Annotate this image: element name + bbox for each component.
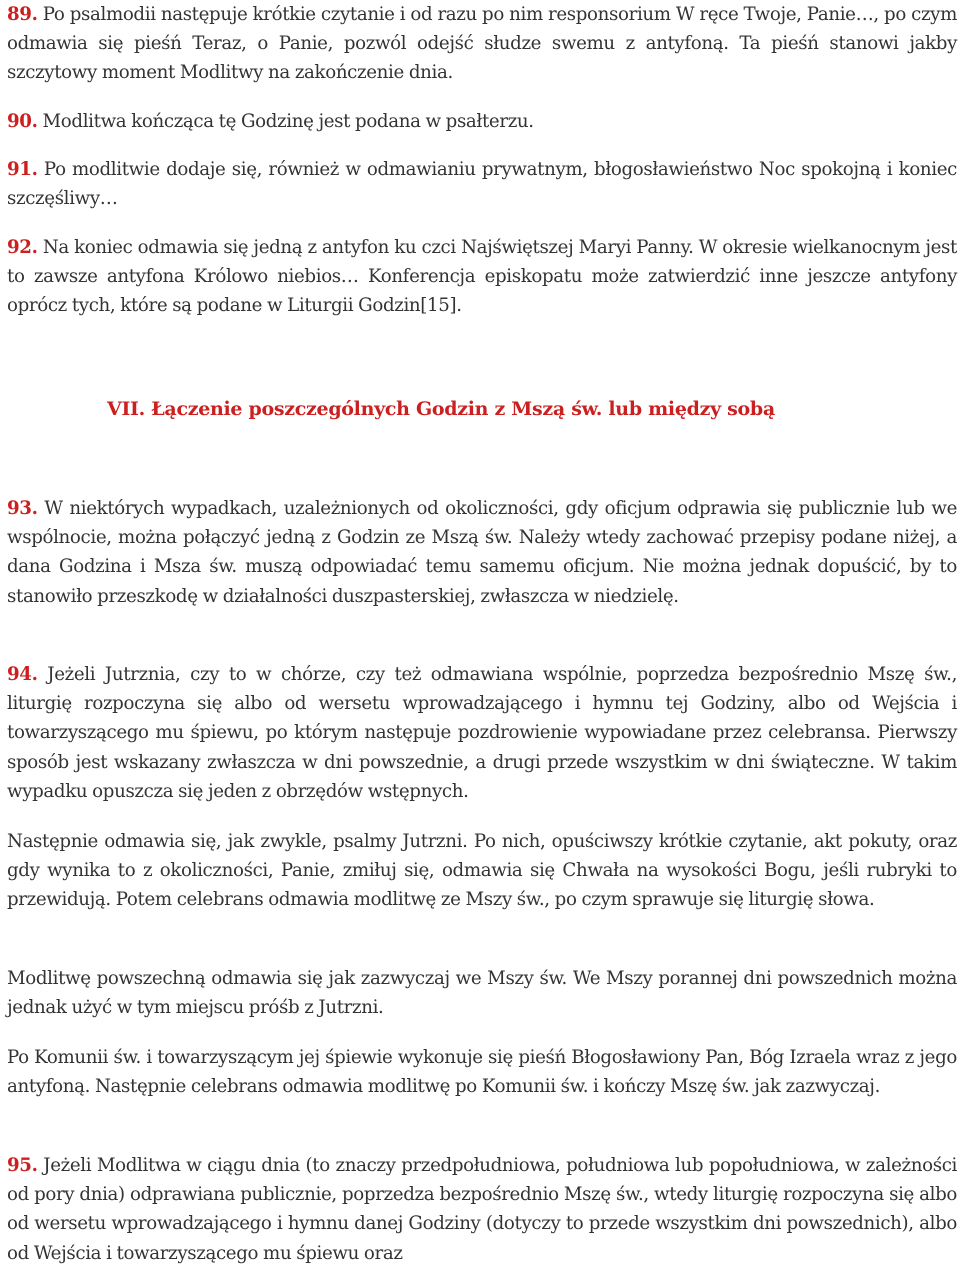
paragraph-number: 91. <box>7 159 38 180</box>
paragraph-number: 89. <box>7 4 38 25</box>
paragraph-text: Na koniec odmawia się jedną z antyfon ku czci Najświętszej Maryi Panny. W okresie wielkanocnym jest to zawsze antyfona Królowo niebios… Konferencja episkopatu może zatwierdzić inne jeszcze antyfony oprócz tych, które są podane w Liturgii Godzin[15]. <box>7 237 957 317</box>
paragraph-text: Po Komunii św. i towarzyszącym jej śpiewie wykonuje się pieśń Błogosławiony Pan, Bóg Izraela wraz z jego antyfoną. Następnie celebrans odmawia modlitwę po Komunii św. i kończy Mszę św. jak zazwyczaj. <box>7 1047 957 1098</box>
paragraph-90 <box>7 107 957 136</box>
paragraph-94-continued-1 <box>7 827 957 915</box>
paragraph-text: Po psalmodii następuje krótkie czytanie i od razu po nim responsorium W ręce Twoje, Panie…, po czym odmawia się pieśń Teraz, o Panie, pozwól odejść słudze swemu z antyfoną. Ta pieśń stanowi jakby szczytowy moment Modlitwy na zakończenie dnia. <box>7 4 957 84</box>
paragraph-89 <box>7 0 957 88</box>
paragraph-text: W niektórych wypadkach, uzależnionych od okoliczności, gdy oficjum odprawia się publicznie lub we wspólnocie, można połączyć jedną z Godzin ze Mszą św. Należy wtedy zachować przepisy podane niżej, a dana Godzina i Msza św. muszą odpowiadać temu samemu oficjum. Nie można jednak dopuścić, by to stanowiło przeszkodę w działalności duszpasterskiej, zwłaszcza w niedzielę. <box>7 498 957 607</box>
paragraph-text: Modlitwa kończąca tę Godzinę jest podana w psałterzu. <box>42 111 534 132</box>
paragraph-92 <box>7 233 957 321</box>
paragraph-number: 90. <box>7 111 38 132</box>
paragraph-94 <box>7 660 957 806</box>
paragraph-number: 93. <box>7 498 38 519</box>
paragraph-text: Następnie odmawia się, jak zwykle, psalmy Jutrzni. Po nich, opuściwszy krótkie czytanie, akt pokuty, oraz gdy wynika to z okoliczności, Panie, zmiłuj się, odmawia się Chwała na wysokości Bogu, jeśli rubryki to przewidują. Potem celebrans odmawia modlitwę ze Mszy św., po czym sprawuje się liturgię słowa. <box>7 831 957 911</box>
paragraph-text: Po modlitwie dodaje się, również w odmawianiu prywatnym, błogosławieństwo Noc spokojną i koniec szczęśliwy… <box>7 159 958 210</box>
paragraph-95 <box>7 1151 957 1268</box>
paragraph-text: Modlitwę powszechną odmawia się jak zazwyczaj we Mszy św. We Mszy porannej dni powszednich można jednak użyć w tym miejscu próśb z Jutrzni. <box>7 968 957 1019</box>
paragraph-number: 92. <box>7 237 38 258</box>
paragraph-number: 95. <box>7 1155 38 1176</box>
paragraph-94-continued-2 <box>7 964 957 1022</box>
paragraph-93 <box>7 494 957 611</box>
paragraph-text: Jeżeli Modlitwa w ciągu dnia (to znaczy przedpołudniowa, południowa lub popołudniowa, w zależności od pory dnia) odprawiana publicznie, poprzedza bezpośrednio Mszę św., wtedy liturgię rozpoczyna się albo od wersetu wprowadzającego i hymnu danej Godziny (dotyczy to przede wszystkim dni powszednich), albo od Wejścia i towarzyszącego mu śpiewu oraz <box>7 1155 957 1264</box>
paragraph-91 <box>7 155 957 213</box>
paragraph-text: Jeżeli Jutrznia, czy to w chórze, czy też odmawiana wspólnie, poprzedza bezpośrednio Mszę św., liturgię rozpoczyna się albo od wersetu wprowadzającego i hymnu tej Godziny, albo od Wejścia i towarzyszącego mu śpiewu, po którym następuje pozdrowienie wypowiadane przez celebransa. Pierwszy sposób jest wskazany zwłaszcza w dni powszednie, a drugi przede wszystkim w dni świąteczne. W takim wypadku opuszcza się jeden z obrzędów wstępnych. <box>7 664 957 802</box>
paragraph-94-continued-3 <box>7 1043 957 1101</box>
section-heading: VII. Łączenie poszczególnych Godzin z Mszą św. lub między sobą <box>107 398 775 420</box>
paragraph-number: 94. <box>7 664 38 685</box>
